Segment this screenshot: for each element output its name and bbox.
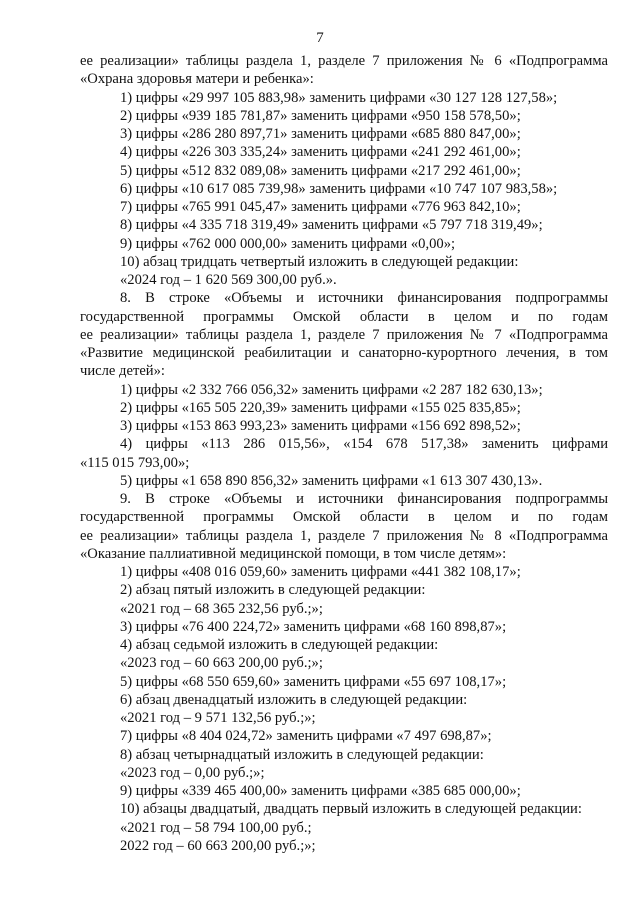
list-item: 2) абзац пятый изложить в следующей редакции: <box>120 582 426 599</box>
list-item: 5) цифры «68 550 659,60» заменить цифрами «55 697 108,17»; <box>120 673 507 690</box>
document-body <box>80 52 608 855</box>
list-item: 7) цифры «765 991 045,47» заменить цифрами «776 963 842,10»; <box>120 199 521 215</box>
quoted-text: «2021 год – 68 365 232,56 руб.;»; <box>120 600 323 617</box>
text-line: «Оказание паллиативной медицинской помощи, в том числе детям»: <box>80 545 507 562</box>
list-item: 10) абзац тридцать четвертый изложить в следующей редакции: <box>120 253 519 270</box>
list-item: 2) цифры «939 185 781,87» заменить цифрами «950 158 578,50»; <box>120 107 521 124</box>
text-line: ее реализации» таблицы раздела 1, разделе 7 приложения № 6 «Подпрограмма <box>80 53 608 69</box>
list-item: 4) цифры «113 286 015,56», «154 678 517,38» заменить цифрами <box>120 436 608 453</box>
quoted-text: «2023 год – 0,00 руб.;»; <box>120 764 265 781</box>
list-item: 1) цифры «408 016 059,60» заменить цифрами «441 382 108,17»; <box>120 564 521 580</box>
list-item: 3) цифры «76 400 224,72» заменить цифрами «68 160 898,87»; <box>120 618 507 635</box>
list-item: 10) абзацы двадцатый, двадцать первый изложить в следующей редакции: <box>120 801 582 818</box>
text-line: ее реализации» таблицы раздела 1, разделе 7 приложения № 8 «Подпрограмма <box>80 527 608 544</box>
list-item: 8) цифры «4 335 718 319,49» заменить цифрами «5 797 718 319,49»; <box>120 217 543 234</box>
list-item: 7) цифры «8 404 024,72» заменить цифрами «7 497 698,87»; <box>120 728 492 745</box>
quoted-text: «2021 год – 58 794 100,00 руб.; <box>120 819 312 836</box>
quoted-text: 2022 год – 60 663 200,00 руб.;»; <box>120 837 316 854</box>
section-heading: 8. В строке «Объемы и источники финансирования подпрограммы <box>120 290 608 307</box>
page-number: 7 <box>316 30 324 46</box>
quoted-text: «2023 год – 60 663 200,00 руб.;»; <box>120 655 323 672</box>
list-item: 6) цифры «10 617 085 739,98» заменить цифрами «10 747 107 983,58»; <box>120 180 558 197</box>
list-item: 5) цифры «512 832 089,08» заменить цифрами «217 292 461,00»; <box>120 162 521 179</box>
quoted-text: «2021 год – 9 571 132,56 руб.;»; <box>120 710 316 726</box>
list-item: 4) цифры «226 303 335,24» заменить цифрами «241 292 461,00»; <box>120 144 521 161</box>
list-item: 1) цифры «2 332 766 056,32» заменить цифрами «2 287 182 630,13»; <box>120 381 543 398</box>
quoted-text: «2024 год – 1 620 569 300,00 руб.». <box>120 272 337 288</box>
text-line: государственной программы Омской области в целом и по годам <box>80 308 608 325</box>
list-item: 8) абзац четырнадцатый изложить в следующей редакции: <box>120 746 484 763</box>
list-item: 9) цифры «339 465 400,00» заменить цифрами «385 685 000,00»; <box>120 783 521 799</box>
list-item: 5) цифры «1 658 890 856,32» заменить цифрами «1 613 307 430,13». <box>120 472 543 489</box>
list-item: 3) цифры «153 863 993,23» заменить цифрами «156 692 898,52»; <box>120 418 521 434</box>
list-item: 2) цифры «165 505 220,39» заменить цифрами «155 025 835,85»; <box>120 399 521 416</box>
list-item: 3) цифры «286 280 897,71» заменить цифрами «685 880 847,00»; <box>120 126 521 142</box>
text-line: государственной программы Омской области в целом и по годам <box>80 509 608 526</box>
list-item: 4) абзац седьмой изложить в следующей редакции: <box>120 637 439 653</box>
section-heading: 9. В строке «Объемы и источники финансирования подпрограммы <box>120 491 608 507</box>
list-item: 6) абзац двенадцатый изложить в следующей редакции: <box>120 691 468 708</box>
text-line: «Охрана здоровья матери и ребенка»: <box>80 71 314 88</box>
text-line: числе детей»: <box>80 363 165 380</box>
list-item: 9) цифры «762 000 000,00» заменить цифрами «0,00»; <box>120 235 456 252</box>
text-line: «Развитие медицинской реабилитации и санаторно-курортного лечения, в том <box>80 345 608 361</box>
text-line: ее реализации» таблицы раздела 1, разделе 7 приложения № 7 «Подпрограмма <box>80 326 608 343</box>
text-line: «115 015 793,00»; <box>80 454 190 471</box>
list-item: 1) цифры «29 997 105 883,98» заменить цифрами «30 127 128 127,58»; <box>120 89 558 106</box>
